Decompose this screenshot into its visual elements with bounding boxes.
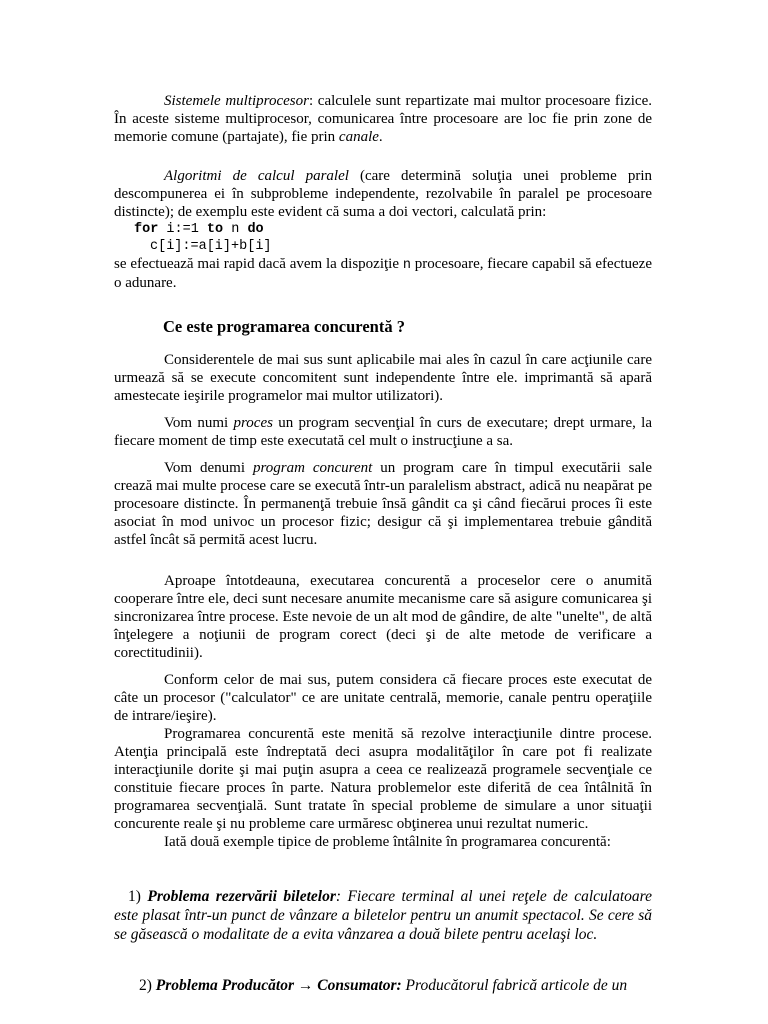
paragraph-multiprocessor: Sistemele multiprocesor: calculele sunt repartizate mai multor procesoare fizice. În aceste sisteme multiprocesor, comunicarea între procesoare are loc fie prin zone de memorie comune (partajate), fie prin canale. xyxy=(114,93,652,145)
code-body: c[i]:=a[i]+b[i] xyxy=(150,239,272,254)
paragraph-cooperation: Aproape întotdeauna, executarea concurentă a proceselor cere o anumită cooperare între ele, deci sunt necesare anumite mecanisme care să asigure comunicarea şi sincronizarea între procese. Este nevoie de un alt mod de gândire, de alte "unelte", de altă înţelegere a noţiunii de program corect (deci şi de alte metode de verificare a corectitudinii). xyxy=(114,573,652,661)
term-multiprocessor: Sistemele multiprocesor xyxy=(164,93,309,109)
list-item-title: Problema Producător → Consumator: xyxy=(155,977,402,994)
paragraph-parallel-algorithms: Algoritmi de calcul paralel (care determină soluţia unei probleme prin descompunerea ei în subprobleme independente, rezolvabile în paralel pe procesoare distincte); de exemplu este evident că suma a doi vectori, calculată prin: xyxy=(114,168,652,220)
term-concurrent-program: program concurent xyxy=(252,460,373,476)
term-process: proces xyxy=(233,415,273,431)
list-item: 2) Problema Producător → Consumator: Producătorul fabrică articole de un xyxy=(139,977,628,994)
examples-list xyxy=(114,887,652,995)
paragraph-concurrent-purpose: Programarea concurentă este menită să rezolve interacţiunile dintre procese. Atenţia principală este îndreptată deci asupra modalităţilor în care pot fi realizate interacţiunile dorite şi mai puţin asupra a ceea ce realizează programele secvenţiale ce constituie fiecare proces în parte. Natura problemelor este diferită de cea întâlnită în programarea secvenţială. Sunt tratate în special probleme de simulare a unor situaţii concurente reale şi nu probleme care urmăresc obţinerea unui rezultat numeric. xyxy=(114,726,652,832)
paragraph-examples-intro: Iată două exemple tipice de probleme întâlnite în programarea concurentă: xyxy=(164,834,611,850)
document-page xyxy=(114,92,652,995)
list-item: 1) Problema rezervării biletelor: Fiecare terminal al unei reţele de calculatoare este plasat într-un punct de vânzare a biletelor pentru un anumit spectacol. Se cere să se găsească o modalitate de a evita vânzarea a două bilete pentru acelaşi loc. xyxy=(114,888,653,943)
term-parallel-algorithms: Algoritmi de calcul paralel xyxy=(164,168,349,184)
paragraph-vector-sum: se efectuează mai rapid dacă avem la dispoziţie n procesoare, fiecare capabil să efectueze o adunare. xyxy=(114,256,652,291)
code-block: for i:=1 to n do c[i]:=a[i]+b[i] xyxy=(134,222,272,254)
paragraph-process-definition: Vom numi proces un program secvenţial în curs de executare; drept urmare, la fiecare moment de timp este executată cel mult o instrucţiune a sa. xyxy=(114,415,652,449)
paragraph-concurrent-program: Vom denumi program concurent un program care în timpul executării sale crează mai multe procese care se execută într-un paralelism abstract, adică nu neapărat pe procesoare distincte. În permanenţă trebuie însă gândit ca şi când fiecărui proces îi este asociat în mod univoc un procesor fizic; desigur că şi implementarea trebuie gândită astfel încât să permită acest lucru. xyxy=(114,460,653,548)
paragraph-considerations: Considerentele de mai sus sunt aplicabile mai ales în cazul în care acţiunile care urmează să se execute concomitent sunt independente între ele. imprimantă să apară amestecate ieşirile programelor mai multor utilizatori). xyxy=(114,352,652,404)
list-item-title: Problema rezervării biletelor xyxy=(147,888,336,905)
paragraph-processor-per-process: Conform celor de mai sus, putem considera că fiecare proces este executat de câte un procesor ("calculator" ce are unitate centrală, memorie, canale pentru operaţiile de intrare/ieşire). xyxy=(114,672,652,724)
section-heading: Ce este programarea concurentă ? xyxy=(163,317,405,336)
